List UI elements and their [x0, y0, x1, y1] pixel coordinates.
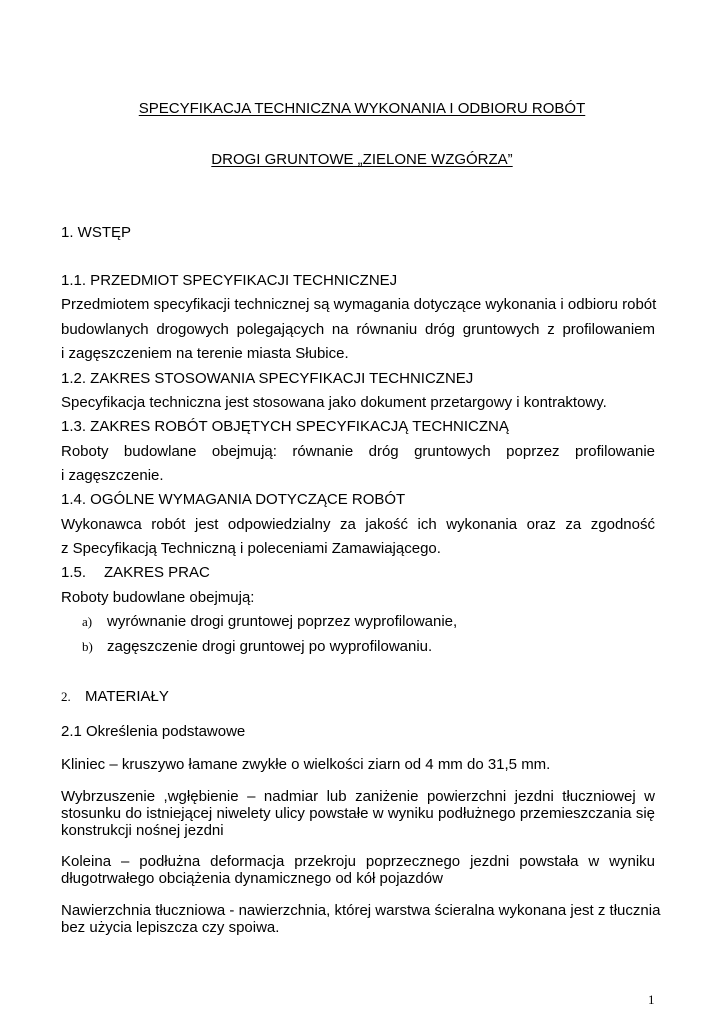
section-2-title: MATERIAŁY [85, 688, 169, 705]
section-2-number: 2. [61, 689, 71, 704]
section-1-4-paragraph-line-1: Wykonawca robót jest odpowiedzialny za jakość ich wykonania oraz za zgodność [61, 516, 655, 533]
section-1-5-number: 1.5. [61, 564, 87, 581]
list-marker: a) [82, 614, 93, 629]
section-1-5-intro: Roboty budowlane obejmują: [61, 589, 255, 606]
document-subtitle-text: DROGI GRUNTOWE „ZIELONE WZGÓRZA” [211, 151, 513, 168]
section-1-3-paragraph-line-2: i zagęszczenie. [61, 467, 164, 484]
section-1-5-heading [61, 564, 210, 582]
section-1-5-title: ZAKRES PRAC [104, 564, 210, 581]
list-item [82, 613, 457, 631]
definition-wybrzuszenie-line-2: stosunku do istniejącej niwelety ulicy powstałe w wyniku podłużnego przemieszczania się [61, 805, 655, 822]
definition-nawierzchnia-line-2: bez użycia lepiszcza czy spoiwa. [61, 919, 280, 936]
section-1-1-heading: 1.1. PRZEDMIOT SPECYFIKACJI TECHNICZNEJ [61, 272, 398, 289]
section-1-2-paragraph: Specyfikacja techniczna jest stosowana jako dokument przetargowy i kontraktowy. [61, 394, 607, 411]
list-item-text: wyrównanie drogi gruntowej poprzez wyprofilowanie, [107, 613, 458, 630]
section-2-1-heading: 2.1 Określenia podstawowe [61, 723, 246, 740]
section-1-1-paragraph-line-3: i zagęszczeniem na terenie miasta Słubice. [61, 345, 349, 362]
definition-koleina-line-2: długotrwałego obciążenia dynamicznego od kół pojazdów [61, 870, 443, 887]
document-title [0, 100, 724, 118]
definition-koleina-line-1: Koleina – podłużna deformacja przekroju poprzecznego jezdni powstała w wyniku [61, 853, 655, 870]
document-title-text: SPECYFIKACJA TECHNICZNA WYKONANIA I ODBIORU ROBÓT [138, 100, 586, 117]
section-1-1-paragraph-line-2: budowlanych drogowych polegających na równaniu dróg gruntowych z profilowaniem [61, 321, 655, 338]
section-1-3-paragraph-line-1: Roboty budowlane obejmują: równanie dróg gruntowych poprzez profilowanie [61, 443, 655, 460]
section-1-4-heading: 1.4. OGÓLNE WYMAGANIA DOTYCZĄCE ROBÓT [61, 491, 406, 508]
definition-wybrzuszenie-line-3: konstrukcji nośnej jezdni [61, 822, 224, 839]
definition-wybrzuszenie-line-1: Wybrzuszenie ,wgłębienie – nadmiar lub zaniżenie powierzchni jezdni tłuczniowej w [61, 788, 655, 805]
section-1-2-heading: 1.2. ZAKRES STOSOWANIA SPECYFIKACJI TECHNICZNEJ [61, 370, 474, 387]
section-1-1-paragraph-line-1: Przedmiotem specyfikacji technicznej są wymagania dotyczące wykonania i odbioru robót [61, 296, 657, 313]
section-1-3-heading: 1.3. ZAKRES ROBÓT OBJĘTYCH SPECYFIKACJĄ TECHNICZNĄ [61, 418, 509, 435]
definition-kliniec: Kliniec – kruszywo łamane zwykłe o wielkości ziarn od 4 mm do 31,5 mm. [61, 756, 551, 773]
page-number: 1 [648, 992, 655, 1007]
definition-nawierzchnia-line-1: Nawierzchnia tłuczniowa - nawierzchnia, której warstwa ścieralna wykonana jest z tłucznia [61, 902, 661, 919]
list-item [82, 638, 432, 656]
list-marker: b) [82, 639, 93, 654]
section-1-heading: 1. WSTĘP [61, 224, 132, 241]
list-item-text: zagęszczenie drogi gruntowej po wyprofilowaniu. [107, 638, 433, 655]
document-subtitle [0, 151, 724, 169]
section-1-4-paragraph-line-2: z Specyfikacją Techniczną i poleceniami Zamawiającego. [61, 540, 441, 557]
section-2-heading [61, 688, 169, 706]
